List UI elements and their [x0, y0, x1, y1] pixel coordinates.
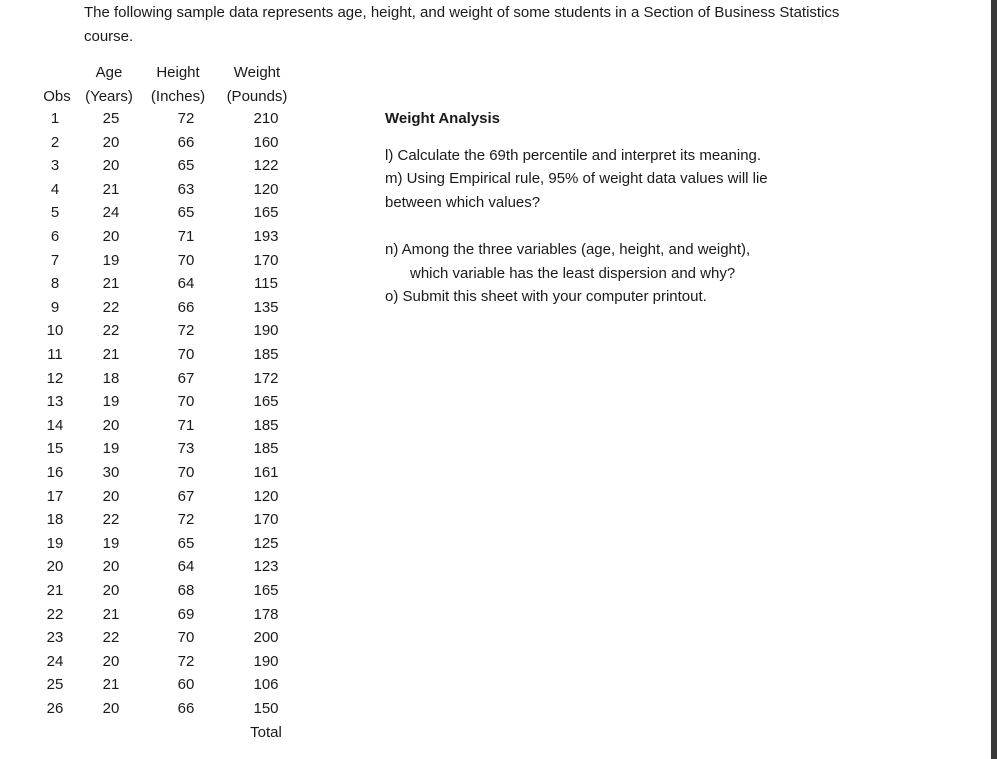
age-cell: 21	[102, 676, 120, 694]
age-cell: 20	[102, 133, 120, 151]
age-cell: 20	[102, 487, 120, 505]
weight-cell: 106	[253, 676, 279, 694]
age-cell: 19	[102, 393, 120, 411]
age-header-unit: (Years)	[85, 88, 133, 105]
height-cell: 70	[177, 346, 195, 363]
obs-cell: 23	[46, 629, 64, 647]
height-cell: 64	[177, 275, 195, 293]
age-cell: 19	[102, 534, 120, 552]
weight-header-label: Weight	[233, 64, 281, 81]
height-cell: 65	[177, 534, 195, 552]
age-cell: 22	[102, 298, 120, 316]
weight-cell: 135	[253, 298, 279, 316]
age-cell: 21	[102, 275, 120, 293]
age-cell: 22	[102, 629, 120, 647]
weight-cell: 190	[253, 322, 279, 340]
obs-cell: 20	[46, 558, 64, 576]
age-header-label: Age	[95, 64, 123, 81]
weight-cell: 165	[253, 204, 279, 222]
age-cell: 21	[102, 180, 120, 198]
obs-cell: 3	[50, 157, 60, 175]
window-edge	[991, 0, 997, 759]
weight-cell: 160	[253, 133, 279, 151]
analysis-title: Weight Analysis	[385, 110, 501, 127]
height-cell: 63	[177, 180, 195, 198]
weight-cell: 165	[253, 393, 279, 411]
obs-cell: 9	[50, 298, 60, 316]
height-cell: 67	[177, 487, 195, 505]
weight-cell: 210	[253, 110, 279, 127]
weight-cell: 170	[253, 251, 279, 269]
obs-cell: 25	[46, 676, 64, 694]
obs-cell: 6	[50, 228, 60, 245]
height-cell: 65	[177, 204, 195, 222]
age-cell: 30	[102, 464, 120, 481]
question-n-line1: n) Among the three variables (age, height, and weight),	[385, 241, 751, 258]
height-cell: 70	[177, 629, 195, 647]
weight-cell: 115	[254, 275, 278, 293]
weight-cell: 172	[253, 369, 279, 387]
age-cell: 24	[102, 204, 120, 222]
obs-cell: 18	[46, 511, 64, 529]
obs-cell: 15	[46, 440, 64, 458]
weight-cell: 123	[253, 558, 279, 576]
question-m-line2: between which values?	[385, 194, 541, 211]
age-header	[84, 61, 134, 109]
obs-cell: 7	[50, 251, 60, 269]
age-cell: 19	[102, 251, 120, 269]
obs-cell: 12	[46, 369, 64, 387]
total-label: Total	[250, 724, 282, 741]
age-cell: 18	[102, 369, 120, 387]
height-cell: 70	[177, 393, 195, 411]
height-cell: 72	[177, 511, 195, 529]
height-cell: 66	[177, 133, 195, 151]
obs-cell: 19	[46, 534, 64, 552]
obs-cell: 26	[46, 700, 64, 717]
age-cell: 20	[102, 228, 120, 245]
height-cell: 64	[177, 558, 195, 576]
obs-cell: 14	[46, 416, 64, 434]
height-header	[146, 61, 210, 109]
weight-cell: 200	[253, 629, 279, 647]
weight-cell: 170	[253, 511, 279, 529]
age-cell: 25	[102, 110, 120, 127]
obs-cell: 22	[46, 605, 64, 623]
weight-cell: 193	[253, 228, 279, 245]
weight-cell: 161	[253, 464, 279, 481]
weight-cell: 185	[253, 346, 279, 363]
height-cell: 68	[177, 582, 195, 599]
obs-cell: 24	[46, 652, 64, 670]
weight-header-unit: (Pounds)	[226, 88, 288, 105]
height-cell: 67	[177, 369, 195, 387]
height-cell: 70	[177, 464, 195, 481]
weight-cell: 125	[253, 534, 279, 552]
question-n-line2: which variable has the least dispersion and why?	[410, 265, 736, 282]
weight-cell: 150	[253, 700, 279, 717]
height-cell: 65	[177, 157, 195, 175]
weight-header	[226, 61, 288, 109]
height-cell: 70	[177, 251, 195, 269]
obs-cell: 11	[47, 346, 63, 363]
age-cell: 20	[102, 582, 120, 599]
height-cell: 73	[177, 440, 195, 458]
height-cell: 66	[177, 298, 195, 316]
age-cell: 20	[102, 558, 120, 576]
obs-cell: 13	[46, 393, 64, 411]
weight-cell: 185	[253, 440, 279, 458]
weight-cell: 120	[253, 180, 279, 198]
weight-cell: 120	[253, 487, 279, 505]
age-cell: 21	[102, 346, 120, 363]
age-cell: 20	[102, 416, 120, 434]
obs-cell: 17	[46, 487, 64, 505]
obs-cell: 4	[50, 180, 60, 198]
age-cell: 20	[102, 700, 120, 717]
weight-cell: 122	[253, 157, 279, 175]
height-header-label: Height	[156, 64, 200, 81]
age-cell: 21	[102, 605, 120, 623]
weight-cell: 190	[253, 652, 279, 670]
age-cell: 22	[102, 322, 120, 340]
obs-cell: 2	[50, 133, 60, 151]
age-cell: 22	[102, 511, 120, 529]
height-cell: 72	[177, 110, 195, 127]
question-l: l) Calculate the 69th percentile and interpret its meaning.	[385, 147, 762, 164]
obs-cell: 16	[46, 464, 64, 481]
height-cell: 66	[177, 700, 195, 717]
obs-cell: 10	[46, 322, 64, 340]
height-cell: 60	[177, 676, 195, 694]
intro-text: The following sample data represents age, height, and weight of some students in a Section of Business Statistics course.	[84, 4, 840, 45]
weight-cell: 178	[253, 605, 279, 623]
height-cell: 72	[177, 652, 195, 670]
question-m-line1: m) Using Empirical rule, 95% of weight data values will lie	[385, 170, 768, 187]
obs-cell: 1	[50, 110, 60, 127]
height-cell: 71	[177, 228, 195, 245]
weight-cell: 165	[253, 582, 279, 599]
age-cell: 20	[102, 652, 120, 670]
obs-cell: 8	[50, 275, 60, 293]
obs-header: Obs	[43, 88, 71, 105]
height-cell: 69	[177, 605, 195, 623]
age-cell: 20	[102, 157, 120, 175]
age-cell: 19	[102, 440, 120, 458]
height-cell: 72	[177, 322, 195, 340]
height-header-unit: (Inches)	[150, 88, 206, 105]
weight-cell: 185	[253, 416, 279, 434]
obs-cell: 5	[50, 204, 60, 222]
height-cell: 71	[177, 416, 195, 434]
obs-cell: 21	[46, 582, 64, 599]
question-o: o) Submit this sheet with your computer printout.	[385, 288, 707, 305]
